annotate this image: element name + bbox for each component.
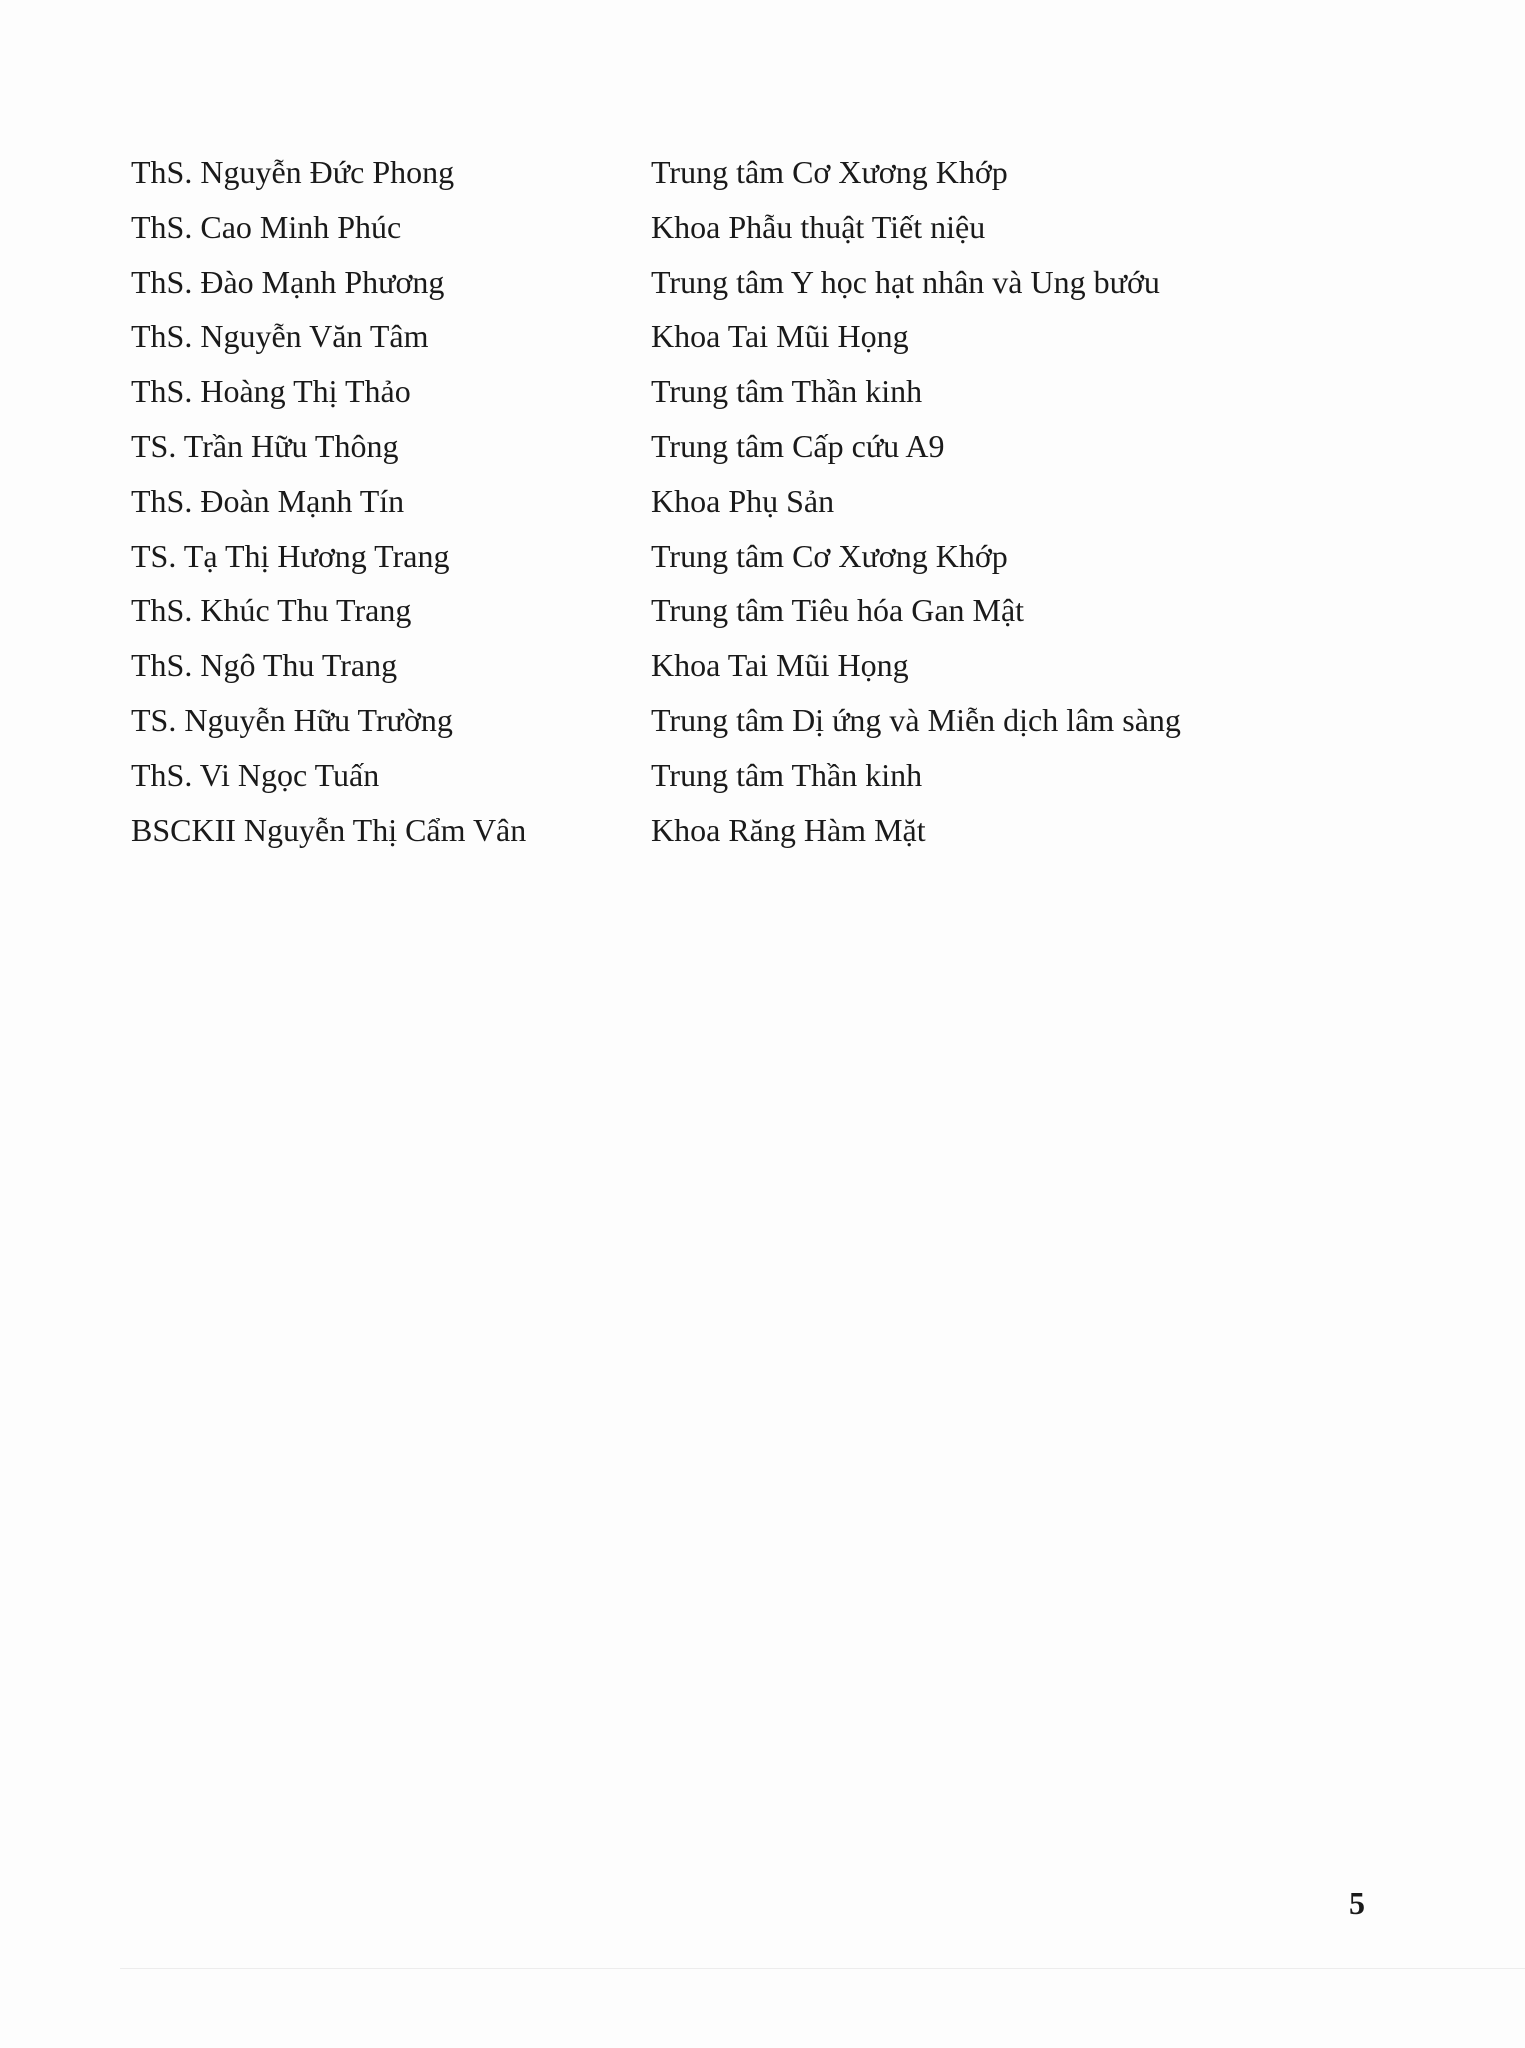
staff-name: ThS. Cao Minh Phúc bbox=[131, 208, 402, 245]
staff-row bbox=[131, 755, 1281, 810]
staff-name: ThS. Khúc Thu Trang bbox=[131, 592, 412, 629]
staff-name: BSCKII Nguyễn Thị Cẩm Vân bbox=[131, 811, 527, 848]
staff-name: ThS. Vi Ngọc Tuấn bbox=[131, 756, 380, 793]
staff-name: ThS. Hoàng Thị Thảo bbox=[131, 373, 411, 410]
staff-list bbox=[131, 152, 1281, 864]
staff-department: Khoa Phẫu thuật Tiết niệu bbox=[651, 208, 986, 245]
staff-department: Khoa Tai Mũi Họng bbox=[651, 318, 909, 355]
staff-department: Trung tâm Dị ứng và Miễn dịch lâm sàng bbox=[651, 701, 1181, 738]
staff-row bbox=[131, 207, 1281, 262]
staff-department: Trung tâm Tiêu hóa Gan Mật bbox=[651, 592, 1025, 629]
staff-row bbox=[131, 536, 1281, 591]
staff-department: Trung tâm Thần kinh bbox=[651, 373, 923, 410]
staff-row bbox=[131, 590, 1281, 645]
page-number: 5 bbox=[1349, 1885, 1365, 1921]
staff-name: ThS. Đào Mạnh Phương bbox=[131, 263, 445, 300]
staff-row bbox=[131, 152, 1281, 207]
staff-name: ThS. Nguyễn Văn Tâm bbox=[131, 318, 429, 355]
staff-row bbox=[131, 481, 1281, 536]
staff-name: TS. Tạ Thị Hương Trang bbox=[131, 537, 450, 574]
staff-row bbox=[131, 316, 1281, 371]
staff-department: Trung tâm Cơ Xương Khớp bbox=[651, 154, 1008, 190]
staff-row bbox=[131, 810, 1281, 865]
scan-edge-divider bbox=[120, 1968, 1525, 1969]
staff-department: Khoa Phụ Sản bbox=[651, 482, 835, 519]
staff-row bbox=[131, 262, 1281, 317]
staff-name: ThS. Ngô Thu Trang bbox=[131, 647, 398, 684]
staff-department: Trung tâm Cơ Xương Khớp bbox=[651, 537, 1008, 574]
staff-row bbox=[131, 700, 1281, 755]
staff-row bbox=[131, 426, 1281, 481]
staff-row bbox=[131, 371, 1281, 426]
staff-name: ThS. Đoàn Mạnh Tín bbox=[131, 482, 405, 519]
staff-name: TS. Trần Hữu Thông bbox=[131, 427, 399, 464]
staff-department: Khoa Răng Hàm Mặt bbox=[651, 811, 926, 848]
staff-name: TS. Nguyễn Hữu Trường bbox=[131, 701, 453, 738]
staff-department: Trung tâm Thần kinh bbox=[651, 756, 923, 793]
staff-department: Khoa Tai Mũi Họng bbox=[651, 647, 909, 684]
staff-department: Trung tâm Y học hạt nhân và Ung bướu bbox=[651, 263, 1160, 300]
staff-department: Trung tâm Cấp cứu A9 bbox=[651, 427, 945, 464]
staff-name: ThS. Nguyễn Đức Phong bbox=[131, 154, 455, 190]
staff-row bbox=[131, 645, 1281, 700]
